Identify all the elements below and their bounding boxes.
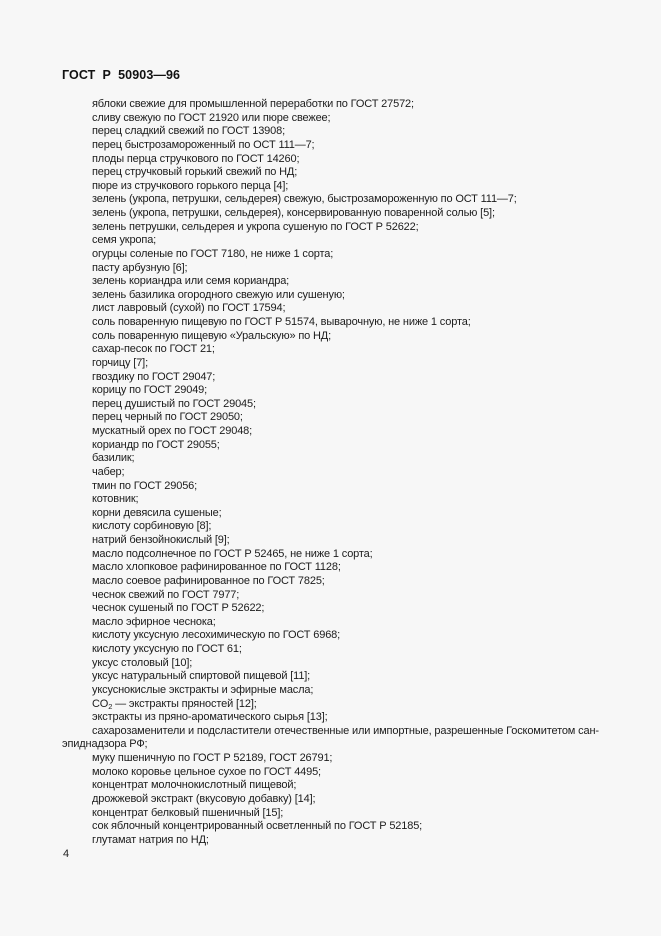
list-item: гвоздику по ГОСТ 29047; (92, 370, 216, 383)
list-item: сок яблочный концентрированный осветленный по ГОСТ Р 52185; (92, 820, 423, 833)
list-item: уксус натуральный спиртовой пищевой [11]; (92, 670, 311, 683)
list-item: соль поваренную пищевую по ГОСТ Р 51574, выварочную, не ниже 1 сорта; (92, 316, 471, 328)
list-item-co2-extracts (62, 698, 622, 712)
list-item: котовник; (92, 493, 139, 506)
list-item: уксус столовый [10]; (92, 656, 193, 669)
ingredient-list (62, 98, 622, 847)
list-item: перец черный по ГОСТ 29050; (92, 411, 243, 424)
co2-prefix: CO (92, 697, 109, 710)
list-item: глутамат натрия по НД; (92, 833, 209, 846)
list-item: молоко коровье цельное сухое по ГОСТ 4495; (92, 765, 321, 778)
list-item: чеснок сушеный по ГОСТ Р 52622; (92, 602, 265, 615)
list-item: сливу свежую по ГОСТ 21920 или пюре свежее; (92, 111, 331, 124)
list-item: пасту арбузную [6]; (92, 261, 188, 274)
list-item: корни девясила сушеные; (92, 506, 222, 519)
list-item: корицу по ГОСТ 29049; (92, 384, 208, 397)
list-item: перец душистый по ГОСТ 29045; (92, 397, 256, 410)
list-item: масло подсолнечное по ГОСТ Р 52465, не ниже 1 сорта; (92, 547, 373, 560)
document-header: ГОСТ Р 50903—96 (62, 68, 181, 82)
list-item: горчицу [7]; (92, 356, 148, 369)
list-item: кислоту сорбиновую [8]; (92, 520, 212, 533)
list-item: масло хлопковое рафинированное по ГОСТ 1128; (92, 561, 341, 574)
list-item: соль поваренную пищевую «Уральскую» по НД; (92, 329, 331, 342)
co2-subscript: 2 (108, 701, 113, 711)
list-item: масло соевое рафинированное по ГОСТ 7825; (92, 574, 325, 587)
list-item: тмин по ГОСТ 29056; (92, 479, 198, 492)
list-item: пюре из стручкового горького перца [4]; (92, 179, 289, 192)
page-number: 4 (63, 848, 70, 860)
list-item: кислоту уксусную по ГОСТ 61; (92, 643, 242, 655)
list-item: масло эфирное чеснока; (92, 615, 216, 628)
list-item: перец сладкий свежий по ГОСТ 13908; (92, 125, 285, 138)
list-item: яблоки свежие для промышленной переработки по ГОСТ 27572; (92, 98, 414, 110)
list-item: семя укропа; (92, 234, 157, 247)
list-item: экстракты из пряно-ароматического сырья [13]; (92, 711, 328, 724)
co2-suffix: — экстракты пряностей [12]; (112, 697, 257, 710)
list-item: зелень петрушки, сельдерея и укропа сушеную по ГОСТ Р 52622; (92, 220, 419, 233)
list-item: уксуснокислые экстракты и эфирные масла; (92, 683, 314, 696)
list-item: кислоту уксусную лесохимическую по ГОСТ 6968; (92, 629, 341, 642)
list-item: чеснок свежий по ГОСТ 7977; (92, 588, 240, 601)
list-item: зелень кориандра или семя кориандра; (92, 275, 290, 288)
list-item: лист лавровый (сухой) по ГОСТ 17594; (92, 302, 286, 315)
list-item: перец быстрозамороженный по ОСТ 111—7; (92, 138, 315, 151)
list-item: огурцы соленые по ГОСТ 7180, не ниже 1 сорта; (92, 247, 334, 260)
list-item: перец стручковый горький свежий по НД; (92, 166, 298, 179)
list-item: кориандр по ГОСТ 29055; (92, 438, 220, 451)
list-item: концентрат белковый пшеничный [15]; (92, 806, 284, 819)
list-item: чабер; (92, 465, 125, 478)
list-item: натрий бензойнокислый [9]; (92, 534, 230, 546)
list-item: сахарозаменители и подсластители отечественные или импортные, разрешенные Госкомитетом сан-эпиднадзора РФ; (62, 724, 599, 751)
list-item: зелень базилика огородного свежую или сушеную; (92, 288, 345, 301)
list-item: муку пшеничную по ГОСТ Р 52189, ГОСТ 26791; (92, 752, 333, 764)
list-item: базилик; (92, 452, 135, 465)
list-item: зелень (укропа, петрушки, сельдерея) свежую, быстрозамороженную по ОСТ 111—7; (92, 193, 517, 206)
list-item: зелень (укропа, петрушки, сельдерея), консервированную поваренной солью [5]; (92, 207, 495, 219)
list-item: мускатный орех по ГОСТ 29048; (92, 425, 253, 437)
list-item: концентрат молочнокислотный пищевой; (92, 779, 297, 792)
list-item: дрожжевой экстракт (вкусовую добавку) [14]; (92, 792, 316, 805)
list-item: сахар-песок по ГОСТ 21; (92, 343, 215, 356)
list-item: плоды перца стручкового по ГОСТ 14260; (92, 152, 300, 165)
